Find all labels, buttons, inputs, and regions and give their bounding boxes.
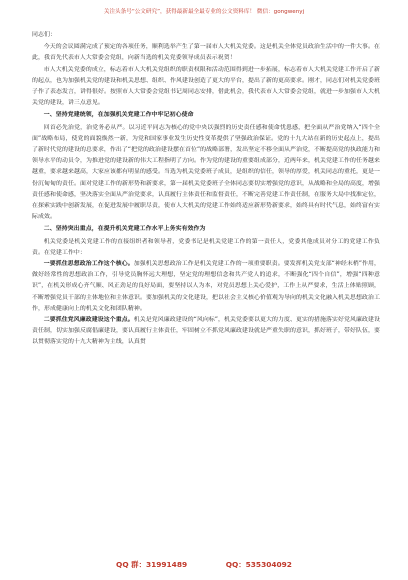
section-2-point-1-lead: 一要抓住思想政治工作这个核心。 [43, 261, 134, 268]
footer-contacts [0, 559, 408, 570]
section-2-point-2-lead: 二要抓住党风廉政建设这个重点。 [43, 317, 134, 324]
intro-paragraph-2: 市人大机关党委的成立，标志着市人大机关党组织的职责权限和活动范围得到进一步拓展，标志着市人大机关党建工作开启了新的起点，也为加强机关党的建设和机关思想、组织、作风建设创造了更大的平台，提出了新的更高要求。刚才，同志们对机关党委班子作了表态发言，讲得很好。按照市人大常委会党组书记周同志安排，借此机会，我代表市人大常委会党组，就进一步加强市人大机关党的建设，讲三点意见。 [32, 66, 380, 107]
footer-qq: QQ：535304092 [225, 560, 292, 569]
section-2-point-2-text: 机关是党风廉政建设的“风向标”，机关党委要以更大的力度、更实的措施落实好党风廉政建设责任制，切实加强反腐倡廉建设，要认真履行主体责任，牢固树立不抓党风廉政建设就是严重失职的意识，抓好班子，带好队伍，要以贯彻落实党的十九大精神为主线，认真贯 [32, 317, 380, 346]
section-heading-1: 一、坚持党建统领，在加强机关党建工作中牢记初心使命 [43, 112, 194, 119]
section-2-paragraph-3 [32, 315, 380, 349]
section-heading-2: 二、坚持突出重点，在提升机关党建工作水平上务实有效作为 [43, 226, 206, 233]
section-1-paragraph-1: 回首必先治党，治党务必从严。以习近平同志为核心的党中央以强烈的历史责任感和使命忧患感，把全面从严治党纳入“四个全面”战略布局，使党的面貌焕然一新，为党和国家事业发生历史性变革提供了坚强政治保证。党的十九大站在新的历史起点上，提出了新时代党的建设的总要求，作出了“把党的政治建设摆在首位”的战略部署，发出坚定不移全面从严治党，不断提高党的执政能力和领导水平的动员令，为推进党的建设新的伟大工程指明了方向。作为党的建设的重要组成部分，近两年来，机关党建工作的任务越来越重，要求越来越高，大家应该都有明显的感受。当选为机关党委班子成员，是组织的信任，领导的厚爱，机关同志的重托，更是一份沉甸甸的责任。面对党建工作的新形势和新要求，第一届机关党委班子全体同志要切实增强党的意识，从战略和全局的高度，增强责任感和使命感，坚决落实全面从严治党要求，认真履行主体责任和监督责任，不断完善党建工作责任制，在服务大局中找准定位，在探索实践中创新发展，在促进发展中履职尽责，使市人大机关的党建工作始终适应新形势新要求，始终具有时代气息，始终富有实际成效。 [32, 124, 380, 221]
section-2-paragraph-2 [32, 259, 380, 315]
footer-qq-group: QQ 群：31991489 [116, 560, 188, 569]
salutation: 同志们： [32, 32, 56, 38]
section-2-point-1-text: 加强机关思想政治工作是机关党建工作的一项重要职责。要发挥机关党支部“神经末梢”作用，做好经常性的思想政治工作，引导党员胸怀远大理想，坚定党的理想信念和共产党人的追求，不断强化“四个自信”，增强“四种意识”，在机关形成心齐气顺、风正劲足的良好局面，要坚持以人为本，对党员思想上关心爱护，工作上从严要求，生活上体贴照顾，不断增强党员干部的主体地位和主体意识。要加强机关的文化建设，把以社会主义核心价值观为导向的机关文化融入机关思想政治工作，形成健康向上的机关文化和团队精神。 [32, 261, 380, 312]
intro-paragraph-1: 今天的会议圆满完成了预定的各项任务，顺利选举产生了第一届市人大机关党委。这是机关全体党员政治生活中的一件大事。在此，我首先代表市人大常委会党组，向新当选的机关党委领导成员表示祝贺！ [32, 44, 380, 62]
section-2-paragraph-1: 机关党委是机关党建工作的直接组织者和领导者，党委书记是机关党建工作的第一责任人，党委其他成员对分工的党建工作负责。在党建工作中： [32, 238, 380, 256]
header-banner: 关注头条号“公文研究”，获得最新最全最专业的公文资料库！ 微信：gongwenyj [103, 9, 305, 15]
document-body [32, 30, 380, 349]
